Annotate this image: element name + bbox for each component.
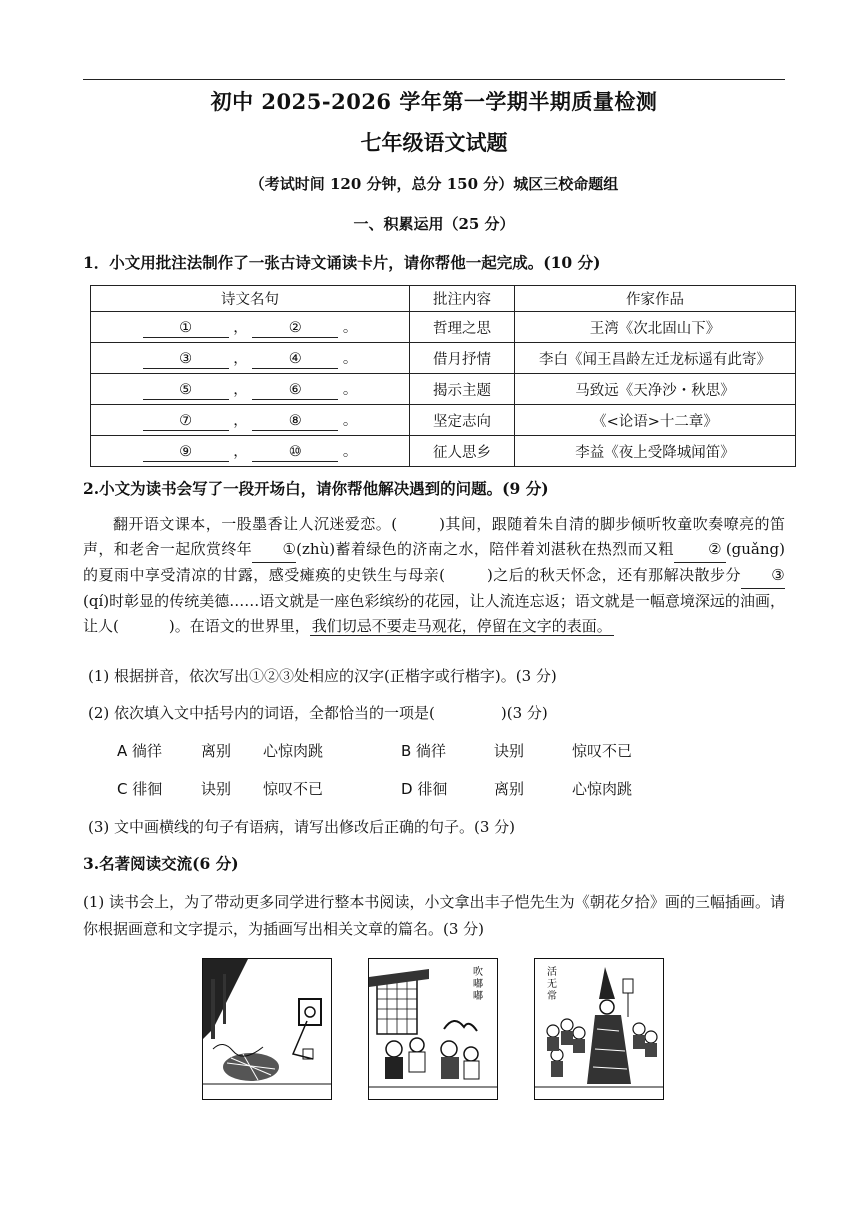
q2-sub1: (1) 根据拼音，依次写出①②③处相应的汉字(正楷字或行楷字)。(3 分) bbox=[88, 667, 557, 685]
caption-char: 嘟 bbox=[473, 979, 483, 990]
option-d-word3: 心惊肉跳 bbox=[572, 780, 633, 798]
answer-blank: ③ bbox=[143, 350, 229, 369]
note-cell: 哲理之思 bbox=[410, 312, 515, 343]
option-d-label[interactable]: D 徘徊 bbox=[401, 780, 448, 798]
header-rule bbox=[83, 79, 785, 80]
caption-char: 吹 bbox=[473, 967, 483, 978]
comma: ， bbox=[233, 413, 248, 429]
option-b-word3: 惊叹不已 bbox=[572, 742, 633, 760]
illustration-1-drawing bbox=[203, 959, 331, 1099]
q2-stem: 2.小文为读书会写了一段开场白，请你帮他解决遇到的问题。(9 分) bbox=[83, 479, 549, 498]
illustration-3 bbox=[534, 958, 664, 1100]
answer-blank: ⑧ bbox=[252, 412, 338, 431]
illustration-2 bbox=[368, 958, 498, 1100]
col-header-work: 作家作品 bbox=[515, 286, 796, 312]
caption-char: 嘟 bbox=[473, 991, 483, 1002]
passage-text: (zhù)蓄着绿色的济南之水，陪伴着刘湛秋在热烈而又粗 bbox=[296, 540, 674, 558]
work-cell: 《<论语>十二章》 bbox=[515, 405, 796, 436]
answer-cell[interactable] bbox=[91, 343, 410, 374]
option-b-word2: 诀别 bbox=[494, 742, 525, 760]
answer-blank: ⑩ bbox=[252, 443, 338, 462]
comma: ， bbox=[233, 320, 248, 336]
option-a-label[interactable]: A 徜徉 bbox=[117, 742, 163, 760]
comma: ， bbox=[233, 444, 248, 460]
table-header-row bbox=[91, 286, 796, 312]
passage-text: 翻开语文课本，一股墨香让人沉迷爱恋。( bbox=[113, 515, 398, 533]
answer-blank: ④ bbox=[252, 350, 338, 369]
work-cell: 李白《闻王昌龄左迁龙标遥有此寄》 bbox=[515, 343, 796, 374]
work-cell: 王湾《次北固山下》 bbox=[515, 312, 796, 343]
answer-blank: ⑨ bbox=[143, 443, 229, 462]
q2-sub3: (3) 文中画横线的句子有语病，请写出修改后正确的句子。(3 分) bbox=[88, 818, 516, 836]
answer-blank: ⑦ bbox=[143, 412, 229, 431]
q3-sub1 bbox=[83, 889, 785, 943]
passage-text: )之后的秋天怀念，还有那解决散步分 bbox=[486, 566, 742, 584]
option-b-label[interactable]: B 徜徉 bbox=[401, 742, 447, 760]
illustration-3-drawing bbox=[535, 959, 663, 1099]
answer-cell[interactable] bbox=[91, 374, 410, 405]
note-cell: 揭示主题 bbox=[410, 374, 515, 405]
pinyin-blank[interactable]: ② bbox=[674, 537, 726, 563]
table-row bbox=[91, 312, 796, 343]
passage-text: )。在语文的世界里， bbox=[168, 617, 310, 635]
q2-passage bbox=[83, 512, 785, 639]
answer-cell[interactable] bbox=[91, 436, 410, 467]
passage-text: )其间，跟随着朱自清的脚步倾听牧童吹奏嘹亮的笛声，和老舍一起欣赏终年 bbox=[83, 515, 786, 558]
caption-char: 无 bbox=[547, 979, 557, 990]
answer-cell[interactable] bbox=[91, 312, 410, 343]
table-row bbox=[91, 374, 796, 405]
period: 。 bbox=[342, 413, 358, 429]
work-cell: 马致远《天净沙・秋思》 bbox=[515, 374, 796, 405]
table-row bbox=[91, 405, 796, 436]
pinyin-blank[interactable]: ① bbox=[252, 537, 296, 563]
option-c-label[interactable]: C 徘徊 bbox=[117, 780, 163, 798]
table-row bbox=[91, 343, 796, 374]
option-d-word2: 离别 bbox=[494, 780, 525, 798]
q2-sub2-text: (2) 依次填入文中括号内的词语，全都恰当的一项是( bbox=[88, 704, 435, 722]
period: 。 bbox=[342, 382, 358, 398]
option-a-word2: 离别 bbox=[201, 742, 232, 760]
col-header-lines: 诗文名句 bbox=[91, 286, 410, 312]
comma: ， bbox=[233, 351, 248, 367]
caption-char: 常 bbox=[547, 991, 557, 1002]
pinyin-blank[interactable]: ③ bbox=[741, 563, 785, 589]
note-cell: 坚定志向 bbox=[410, 405, 515, 436]
option-a-word3: 心惊肉跳 bbox=[263, 742, 324, 760]
exam-subtitle: 七年级语文试题 bbox=[360, 130, 508, 155]
answer-blank: ① bbox=[143, 319, 229, 338]
option-c-word3: 惊叹不已 bbox=[263, 780, 324, 798]
answer-blank: ⑤ bbox=[143, 381, 229, 400]
caption-char: 活 bbox=[547, 967, 557, 978]
comma: ， bbox=[233, 382, 248, 398]
exam-meta: （考试时间 120 分钟，总分 150 分）城区三校命题组 bbox=[249, 175, 619, 193]
period: 。 bbox=[342, 320, 358, 336]
q2-sub2 bbox=[88, 702, 548, 723]
q1-stem: 1．小文用批注法制作了一张古诗文诵读卡片，请你帮他一起完成。(10 分) bbox=[83, 253, 601, 272]
answer-blank: ⑥ bbox=[252, 381, 338, 400]
period: 。 bbox=[342, 444, 358, 460]
underlined-sentence: 我们切忌不要走马观花，停留在文字的表面。 bbox=[311, 617, 612, 635]
period: 。 bbox=[342, 351, 358, 367]
q2-sub2-score: )(3 分) bbox=[500, 704, 548, 722]
q3-sub1-text: (1) 读书会上，为了带动更多同学进行整本书阅读，小文拿出丰子恺先生为《朝花夕拾》画的三幅插画。请你根据画意和文字提示，为插画写出相关文章的篇名。(3 分) bbox=[83, 893, 785, 938]
table-row bbox=[91, 436, 796, 467]
col-header-note: 批注内容 bbox=[410, 286, 515, 312]
passage-text: (guǎng)的夏雨中享受清凉的甘露，感受瘫痪的史铁生与母亲( bbox=[83, 540, 785, 584]
poem-card-table bbox=[90, 285, 796, 467]
note-cell: 借月抒情 bbox=[410, 343, 515, 374]
illustration-1 bbox=[202, 958, 332, 1100]
illustration-2-drawing bbox=[369, 959, 497, 1099]
option-c-word2: 诀别 bbox=[201, 780, 232, 798]
answer-cell[interactable] bbox=[91, 405, 410, 436]
q3-stem: 3.名著阅读交流(6 分) bbox=[83, 854, 239, 873]
answer-blank: ② bbox=[252, 319, 338, 338]
section-heading: 一、积累运用（25 分） bbox=[353, 215, 515, 233]
passage-text: (qí)时彰显的传统美德……语文就是一座色彩缤纷的花园，让人流连忘返；语文就是一幅意境深远的油画，让人( bbox=[83, 592, 785, 635]
work-cell: 李益《夜上受降城闻笛》 bbox=[515, 436, 796, 467]
exam-title: 初中 2025-2026 学年第一学期半期质量检测 bbox=[210, 89, 658, 114]
note-cell: 征人思乡 bbox=[410, 436, 515, 467]
